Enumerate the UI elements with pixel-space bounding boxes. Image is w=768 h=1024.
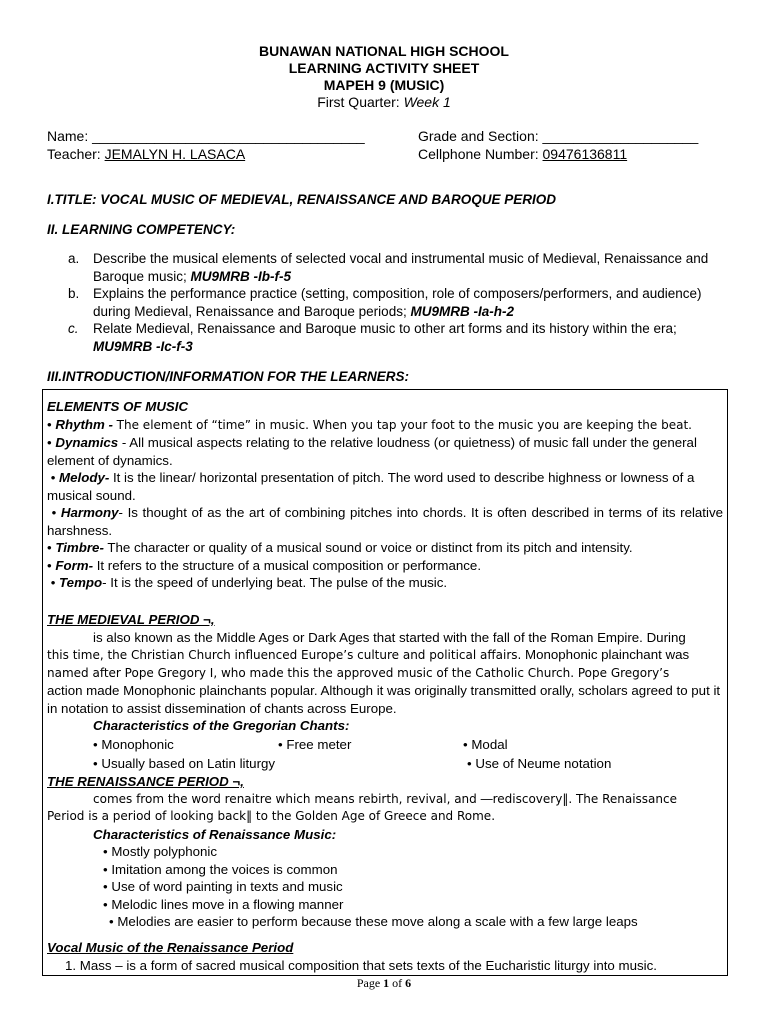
element-dynamics: • Dynamics - All musical aspects relating to the relative loudness (or quietness) of music fall under the general element of dynamics.: [47, 435, 697, 468]
element-def: - All musical aspects relating to the relative loudness (or quietness) of music fall under the general element of dynamics.: [47, 435, 697, 468]
renaissance-p2: Period is a period of looking back‖ to the Golden Age of Greece and Rome.: [47, 809, 496, 823]
page-of: of: [389, 976, 406, 990]
competency-marker: a.: [68, 251, 80, 266]
element-harmony: • Harmony- Is thought of as the art of combining pitches into chords. It is often described in terms of its relative harshness.: [47, 505, 724, 538]
medieval-heading: THE MEDIEVAL PERIOD ¬,: [47, 612, 215, 627]
element-term: Harmony: [60, 505, 119, 520]
element-form: • Form- It refers to the structure of a musical composition or performance.: [47, 557, 482, 573]
element-rhythm: • Rhythm - The element of “time” in music. When you tap your foot to the music you are keeping the beat.: [47, 416, 692, 432]
element-term: Melody-: [59, 470, 110, 485]
grade-blank: ____________________: [542, 128, 699, 144]
renaissance-p1: comes from the word renaitre which means rebirth, revival, and ―rediscovery‖. The Renaissance: [93, 791, 677, 806]
medieval-p1: is also known as the Middle Ages or Dark Ages that started with the fall of the Roman Empire. During: [93, 629, 686, 645]
teacher-label: Teacher:: [47, 146, 105, 162]
elements-section: [47, 398, 723, 592]
medieval-p2: this time, the Christian Church influenced Europe’s culture and political affairs.: [47, 648, 522, 662]
competency-text: Explains the performance practice (setting, composition, role of composers/performers, and audience) during Medieval, Renaissance and Baroque periods;: [93, 286, 702, 319]
element-def: - Is thought of as the art of combining pitches into chords. It is often described in terms of its relative harshness.: [47, 505, 724, 538]
competency-marker: b.: [68, 286, 80, 301]
competency-text: Describe the musical elements of selected vocal and instrumental music of Medieval, Renaissance and Baroque music;: [93, 251, 709, 284]
element-timbre: • Timbre- The character or quality of a musical sound or voice or distinct from its pitch and intensity.: [47, 540, 633, 555]
teacher-field: [47, 146, 245, 163]
element-term: Dynamics: [55, 435, 119, 450]
element-def: The element of “time” in music. When you tap your foot to the music you are keeping the beat.: [116, 417, 692, 432]
competency-heading: II. LEARNING COMPETENCY:: [47, 222, 236, 237]
gregorian-char: • Monophonic: [93, 737, 174, 752]
vocal-item: 1. Mass – is a form of sacred musical composition that sets texts of the Eucharistic liturgy into music.: [65, 957, 657, 973]
gregorian-char: • Usually based on Latin liturgy: [93, 756, 276, 771]
title-line: I.TITLE: VOCAL MUSIC OF MEDIEVAL, RENAISSANCE AND BAROQUE PERIOD: [47, 192, 557, 207]
element-term: Timbre-: [55, 540, 104, 555]
renaissance-char-heading: Characteristics of Renaissance Music:: [93, 826, 337, 842]
page-number: 1: [383, 976, 390, 990]
competency-item: [68, 320, 728, 355]
name-field: [47, 128, 365, 145]
school-name: BUNAWAN NATIONAL HIGH SCHOOL: [259, 43, 509, 59]
competency-code: MU9MRB -Ib-f-5: [190, 268, 292, 284]
competency-marker: c.: [68, 321, 79, 336]
header-block: [0, 43, 768, 111]
medieval-p4: named after Pope Gregory I, who made this the approved music of the Catholic Church. Pope Gregory’s: [47, 665, 670, 680]
teacher-value: JEMALYN H. LASACA: [104, 146, 246, 162]
quarter-week: Week 1: [403, 94, 451, 110]
gregorian-char: • Free meter: [278, 737, 352, 752]
element-melody: • Melody- It is the linear/ horizontal presentation of pitch. The word used to describe highness or lowness of a musical sound.: [47, 470, 695, 503]
renaissance-char: • Melodies are easier to perform because these move along a scale with a few large leaps: [109, 914, 638, 929]
competency-code: MU9MRB -Ic-f-3: [93, 338, 193, 354]
renaissance-heading: THE RENAISSANCE PERIOD ¬,: [47, 774, 244, 789]
element-tempo: • Tempo- It is the speed of underlying beat. The pulse of the music.: [47, 575, 448, 590]
competency-item: [68, 250, 728, 285]
gregorian-heading: Characteristics of the Gregorian Chants:: [93, 718, 350, 733]
gregorian-char: • Use of Neume notation: [467, 756, 612, 771]
element-def: - It is the speed of underlying beat. The pulse of the music.: [102, 575, 448, 590]
competency-item: [68, 285, 728, 320]
gregorian-char: • Modal: [463, 737, 508, 752]
page-footer: [0, 976, 768, 991]
element-term: Form-: [55, 557, 94, 573]
competency-code: MU9MRB -Ia-h-2: [410, 303, 514, 319]
name-label: Name:: [47, 128, 93, 144]
sheet-title: LEARNING ACTIVITY SHEET: [288, 60, 480, 76]
page-total: 6: [405, 976, 412, 990]
quarter-label: First Quarter:: [317, 94, 404, 110]
quarter-line: [0, 94, 768, 111]
grade-label: Grade and Section:: [418, 128, 543, 144]
subject-title: MAPEH 9 (MUSIC): [323, 77, 445, 93]
element-def: It refers to the structure of a musical composition or performance.: [93, 557, 482, 573]
phone-field: [418, 146, 627, 163]
medieval-p3: Monophonic plainchant was: [521, 647, 690, 662]
medieval-p2-line: [47, 646, 723, 665]
competency-text: Relate Medieval, Renaissance and Baroque music to other art forms and its history within the era;: [93, 321, 677, 336]
element-def: It is the linear/ horizontal presentation of pitch. The word used to describe highness or lowness of a musical sound.: [47, 470, 695, 503]
phone-value: 09476136811: [542, 146, 628, 162]
element-term: Tempo: [59, 575, 103, 590]
name-blank: ___________________________________: [92, 128, 365, 144]
medieval-p5: action made Monophonic plainchants popular. Although it was originally transmitted orally, scholars agreed to put it in notation to assist dissemination of chants across Europe.: [47, 683, 721, 716]
page-label: Page: [356, 976, 384, 990]
intro-heading: III.INTRODUCTION/INFORMATION FOR THE LEARNERS:: [47, 369, 409, 384]
element-def: The character or quality of a musical sound or voice or distinct from its pitch and intensity.: [103, 540, 633, 555]
element-term: Rhythm -: [55, 416, 117, 432]
renaissance-section: [47, 773, 723, 931]
grade-field: [418, 128, 698, 145]
vocal-section: [47, 939, 723, 974]
medieval-section: [47, 611, 723, 735]
renaissance-char: • Use of word painting in texts and music: [103, 879, 343, 894]
elements-heading: ELEMENTS OF MUSIC: [47, 399, 189, 414]
renaissance-char: • Mostly polyphonic: [103, 844, 218, 859]
phone-label: Cellphone Number:: [418, 146, 543, 162]
vocal-heading: Vocal Music of the Renaissance Period: [47, 940, 294, 955]
renaissance-char: • Melodic lines move in a flowing manner: [103, 896, 344, 912]
renaissance-char: • Imitation among the voices is common: [103, 861, 338, 877]
competency-list: [68, 250, 728, 355]
